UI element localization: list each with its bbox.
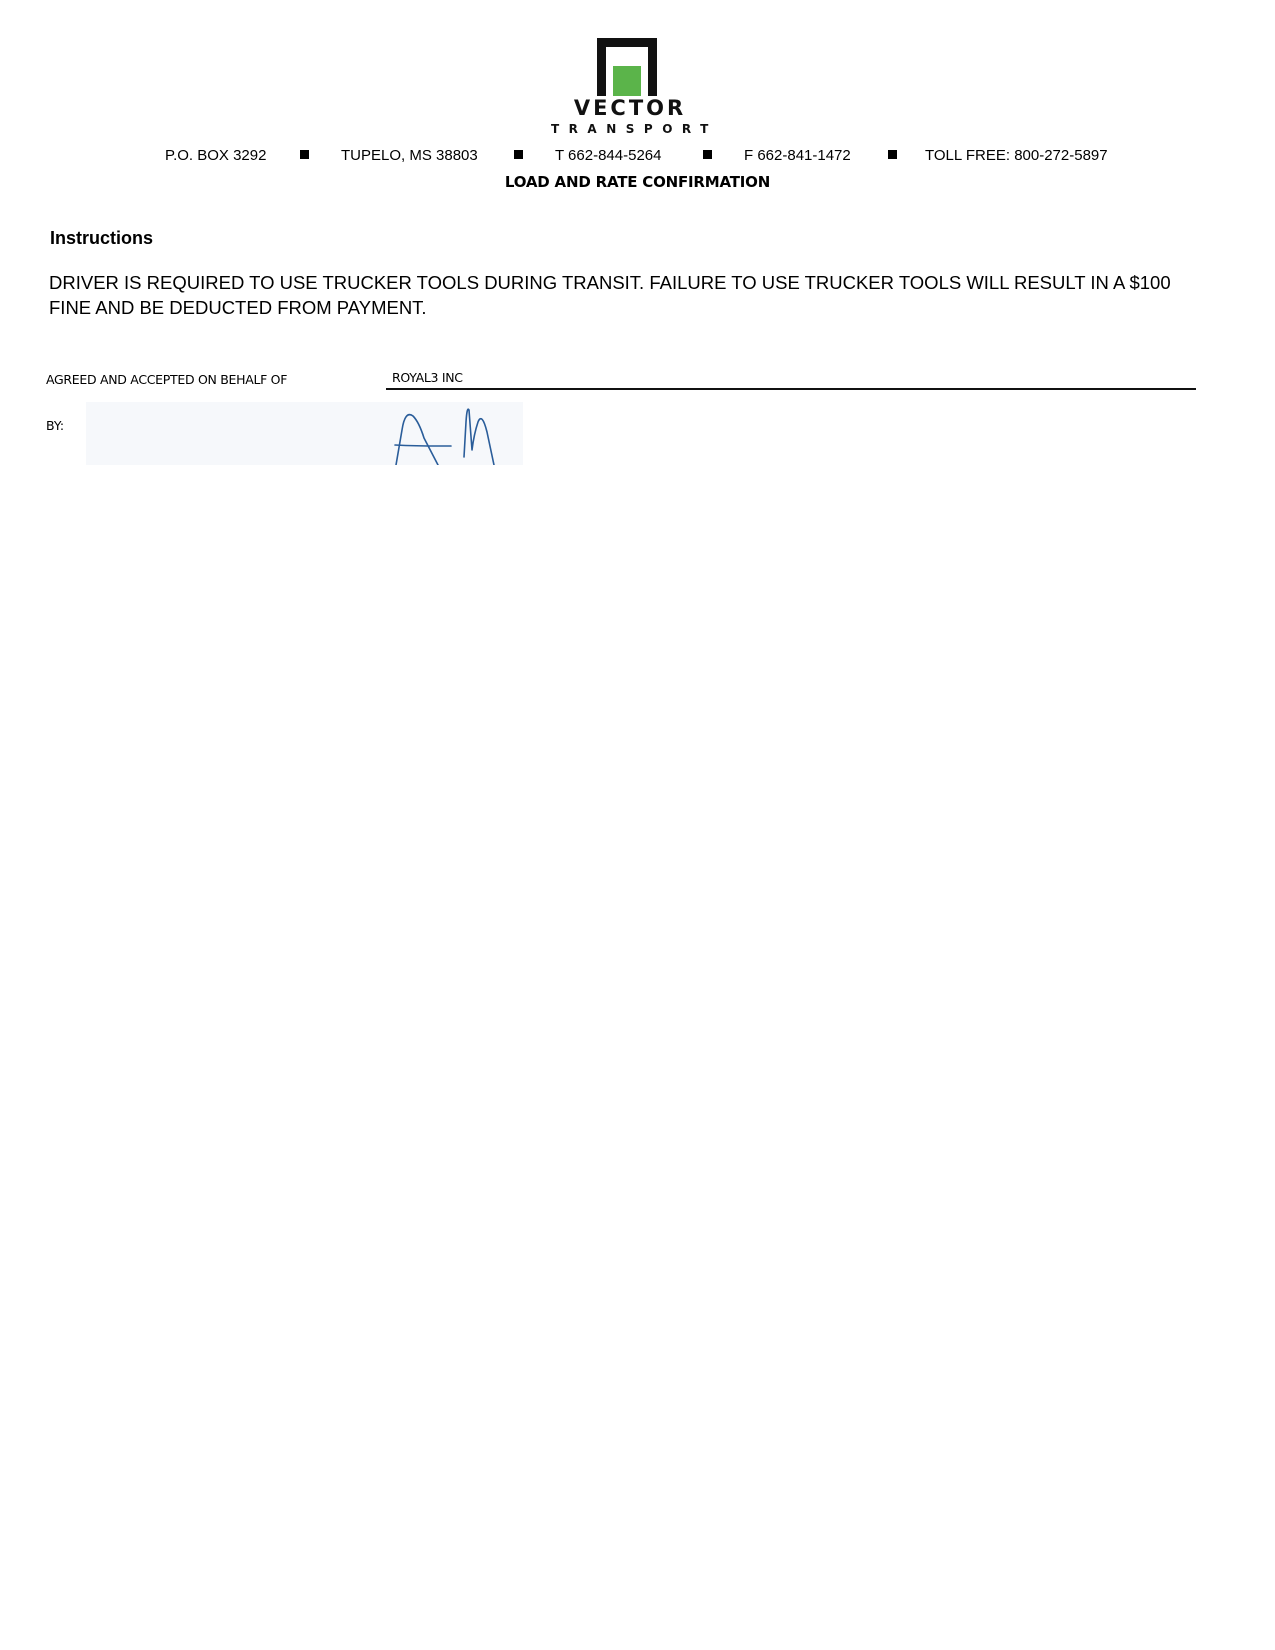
logo-mark-icon <box>597 38 657 96</box>
city-state-zip: TUPELO, MS 38803 <box>341 147 478 164</box>
bullet-icon <box>703 150 712 159</box>
signature-field[interactable] <box>86 402 523 465</box>
document-title: LOAD AND RATE CONFIRMATION <box>504 173 771 191</box>
bullet-icon <box>888 150 897 159</box>
instructions-heading: Instructions <box>50 228 154 248</box>
po-box: P.O. BOX 3292 <box>165 147 267 164</box>
fax-number: F 662-841-1472 <box>744 147 851 164</box>
company-name: ROYAL3 INC <box>392 370 463 385</box>
signature-icon <box>86 402 523 465</box>
agreed-accepted-label: AGREED AND ACCEPTED ON BEHALF OF <box>46 372 288 387</box>
bullet-icon <box>514 150 523 159</box>
bullet-icon <box>300 150 309 159</box>
logo-subname: TRANSPORT <box>551 122 718 136</box>
phone-number: T 662-844-5264 <box>555 147 662 164</box>
company-underline <box>386 388 1196 390</box>
vector-transport-logo <box>545 38 718 138</box>
instructions-text: DRIVER IS REQUIRED TO USE TRUCKER TOOLS DURING TRANSIT. FAILURE TO USE TRUCKER TOOLS WILL RESULT IN A $100 FINE AND BE DEDUCTED FROM PAYMENT. <box>49 272 1171 318</box>
by-label: BY: <box>46 418 65 433</box>
logo-name: VECTOR <box>573 96 687 120</box>
toll-free-number: TOLL FREE: 800-272-5897 <box>925 147 1108 164</box>
